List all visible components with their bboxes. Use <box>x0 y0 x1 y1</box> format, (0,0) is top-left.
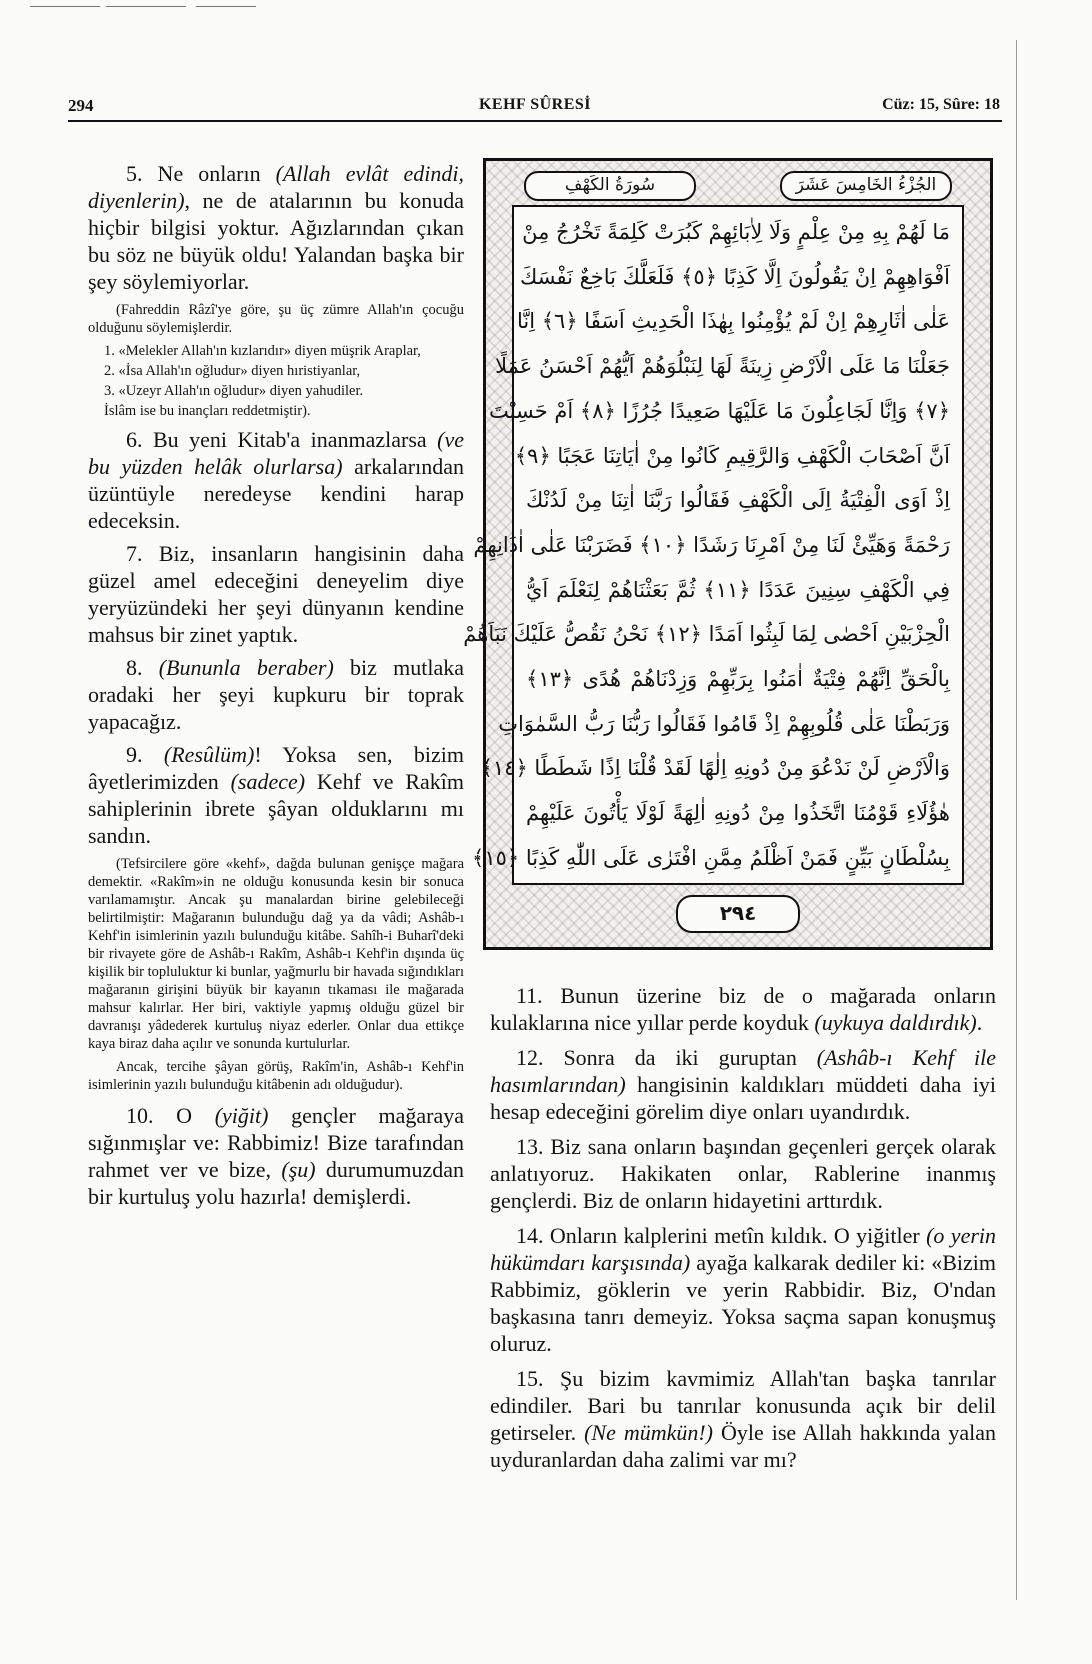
arabic-line: مَا لَهُمْ بِهِ مِنْ عِلْمٍ وَلَا لِاٰبَائِهِمْ كَبُرَتْ كَلِمَةً تَخْرُجُ مِنْ <box>522 220 950 244</box>
verse-7: 7. Biz, insanların hangisinin daha güzel amel edeceğini deneyelim diye yeryüzündeki her şeyi dünyanın kendine mahsus bir zinet yaptık. <box>88 541 464 647</box>
arabic-text-block <box>463 205 964 885</box>
page-header <box>68 96 1002 126</box>
scan-right-edge <box>1016 40 1017 1600</box>
verse-12: 12. Sonra da iki guruptan (Ashâb-ı Kehf ile hasımlarından) hangisinin kaldıkları müddeti daha iyi hesap edeceğini görelim diye onları uyandırdık. <box>490 1045 996 1124</box>
note-9-continued: Ancak, tercihe şâyan görüş, Rakîm'in, Ashâb-ı Kehf'in isimlerinin yazılı bulunduğu kitâbenin adı olduğudur). <box>88 1059 464 1093</box>
note-5-intro: (Fahreddin Râzî'ye göre, şu üç zümre Allah'ın çocuğu olduğunu söylemişlerdir. <box>88 302 464 336</box>
cuz-info: Cüz: 15, Sûre: 18 <box>882 96 1000 113</box>
note-5-item-3: 3. «Uzeyr Allah'ın oğludur» diyen yahudiler. <box>104 383 364 399</box>
arabic-line: جَعَلْنَا مَا عَلَى الْاَرْضِ زِينَةً لَهَا لِنَبْلُوَهُمْ اَيُّهُمْ اَحْسَنُ عَمَلًا <box>495 354 950 379</box>
arabic-line: فِي الْكَهْفِ سِنِينَ عَدَدًا ﴿١١﴾ ثُمَّ بَعَثْنَاهُمْ لِنَعْلَمَ اَيُّ <box>526 577 950 602</box>
mushaf-page-image <box>463 158 993 950</box>
page-number: 294 <box>68 96 94 115</box>
note-5-item-2: 2. «İsa Allah'ın oğludur» diyen hıristiyanlar, <box>104 363 361 379</box>
arabic-line: ﴿٧﴾ وَاِنَّا لَجَاعِلُونَ مَا عَلَيْهَا صَعِيدًا جُرُزًا ﴿٨﴾ اَمْ حَسِبْتَ <box>489 398 950 423</box>
verse-14: 14. Onların kalplerini metîn kıldık. O yiğitler (o yerin hükümdarı karşısında) ayağa kalkarak dediler ki: «Bizim Rabbimiz, göklerin ve yerin Rabbidir. Biz, O'ndan başkasına tanrı demeyiz. Yoksa saçma sapan konuşmuş oluruz. <box>490 1223 997 1356</box>
arabic-line: اَنَّ اَصْحَابَ الْكَهْفِ وَالرَّقِيمِ كَانُوا مِنْ اٰيَاتِنَا عَجَبًا ﴿٩﴾ <box>514 443 950 468</box>
juz-cartouche: الجُزْءُ الخَامِسَ عَشَرَ <box>780 171 952 201</box>
header-rule <box>68 120 1002 122</box>
verse-10: 10. O (yiğit) gençler mağaraya sığınmışlar ve: Rabbimiz! Bize tarafından rahmet ver ve bize, (şu) durumumuzdan bir kurtuluş yolu hazırla! demişlerdi. <box>88 1103 465 1209</box>
verse-9: 9. (Resûlüm)! Yoksa sen, bizim âyetlerimizden (sadece) Kehf ve Rakîm sahiplerinin ibrete şâyan olduklarını mı sandın. <box>88 742 465 848</box>
sura-name-cartouche: سُورَةُ الكَهْفِ <box>524 171 696 201</box>
verse-6: 6. Bu yeni Kitab'a inanmazlarsa (ve bu yüzden helâk olurlarsa) arkalarından üzüntüyle neredeyse kendini harap edeceksin. <box>88 427 465 533</box>
sure-title: KEHF SÛRESİ <box>478 96 592 113</box>
note-9: (Tefsircilere göre «kehf», dağda bulunan genişçe mağara demektir. «Rakîm»in ne olduğu konusunda kesin bir sonuca varılamamıştır. Ancak şu manalardan birine gelebileceği belirtilmiştir: Mağaranın bulunduğu dağ ya da vâdi; Ashâb-ı Kehf'in isimlerinin yazılı bulunduğu kitâbe. Sahîh-i Buharî'deki bir rivayete göre de Ashâb-ı Rakîm, Ashâb-ı Kehf'in dışında üç kişilik bir topluluktur ki bunlar, yağmurlu bir havada sığındıkları mağaranın girişini büyük bir kayanın tıkaması ile mağarada mahsur kalırlar. Her biri, vaktiyle yapmış olduğu güzel bir davranışı yâdederek kurtuluş niyaz ederler. Onlar dua ettikçe kaya biraz daha açılır ve sonunda kurtulurlar. <box>88 856 464 1052</box>
arabic-line: وَالْاَرْضِ لَنْ نَدْعُوَ مِنْ دُونِهِ اِلٰهًا لَقَدْ قُلْنَا اِذًا شَطَطًا ﴿١٤﴾ <box>480 756 950 781</box>
arabic-line: عَلٰى اٰثَارِهِمْ اِنْ لَمْ يُؤْمِنُوا بِهٰذَا الْحَدِيثِ اَسَفًا ﴿٦﴾ اِنَّا <box>516 309 950 334</box>
note-5-end: İslâm ise bu inançları reddetmiştir). <box>104 403 311 419</box>
arabic-line: بِسُلْطَانٍ بَيِّنٍ فَمَنْ اَظْلَمُ مِمَّنِ افْتَرٰى عَلَى اللّٰهِ كَذِبًا ﴿١٥﴾ <box>472 845 950 870</box>
left-column <box>88 160 464 1216</box>
arabic-line: اَفْوَاهِهِمْ اِنْ يَقُولُونَ اِلَّا كَذِبًا ﴿٥﴾ فَلَعَلَّكَ بَاخِعٌ نَفْسَكَ <box>520 264 950 289</box>
arabic-line: اِذْ اَوَى الْفِتْيَةُ اِلَى الْكَهْفِ فَقَالُوا رَبَّنَا اٰتِنَا مِنْ لَدُنْكَ <box>526 488 950 513</box>
note-5-item-1: 1. «Melekler Allah'ın kızlarıdır» diyen müşrik Araplar, <box>104 343 421 359</box>
arabic-line: بِالْحَقِّ اِنَّهُمْ فِتْيَةٌ اٰمَنُوا بِرَبِّهِمْ وَزِدْنَاهُمْ هُدًى ﴿١٣﴾ <box>526 667 950 692</box>
right-column <box>490 982 996 1481</box>
arabic-line: الْحِزْبَيْنِ اَحْصٰى لِمَا لَبِثُوا اَمَدًا ﴿١٢﴾ نَحْنُ نَقُصُّ عَلَيْكَ نَبَاَهُمْ <box>463 622 950 647</box>
arabic-line: وَرَبَطْنَا عَلٰى قُلُوبِهِمْ اِذْ قَامُوا فَقَالُوا رَبُّنَا رَبُّ السَّمٰوَاتِ <box>498 711 950 736</box>
verse-15: 15. Şu bizim kavmimiz Allah'tan başka tanrılar edindiler. Bari bu tanrılar konusunda açık bir delil getirseler. (Ne mümkün!) Öyle ise Allah hakkında yalan uyduranlardan daha zalimi var mı? <box>490 1366 996 1472</box>
verse-11: 11. Bunun üzerine biz de o mağarada onların kulaklarına nice yıllar perde koyduk (uykuya daldırdık). <box>490 983 996 1035</box>
mushaf-page-number: ٢٩٤ <box>676 895 800 933</box>
verse-13: 13. Biz sana onların başından geçenleri gerçek olarak anlatıyoruz. Hakikaten onlar, Rablerine inanmış gençlerdi. Biz de onların hidayetini arttırdık. <box>490 1134 996 1213</box>
verse-8: 8. (Bununla beraber) biz mutlaka oradaki her şeyi kupkuru bir toprak yapacağız. <box>88 655 465 734</box>
arabic-line: رَحْمَةً وَهَيِّئْ لَنَا مِنْ اَمْرِنَا رَشَدًا ﴿١٠﴾ فَضَرَبْنَا عَلٰى اٰذَانِهِمْ <box>473 532 950 557</box>
arabic-line: هٰؤُلَاءِ قَوْمُنَا اتَّخَذُوا مِنْ دُونِهِ اٰلِهَةً لَوْلَا يَأْتُونَ عَلَيْهِمْ <box>526 801 950 826</box>
verse-5: 5. Ne onların (Allah evlât edindi, diyenlerin), ne de atalarının bu konuda hiçbir bilgisi yoktur. Ağızlarından çıkan bu söz ne büyük oldu! Yalandan başka bir şey söylemiyorlar. <box>88 161 465 294</box>
